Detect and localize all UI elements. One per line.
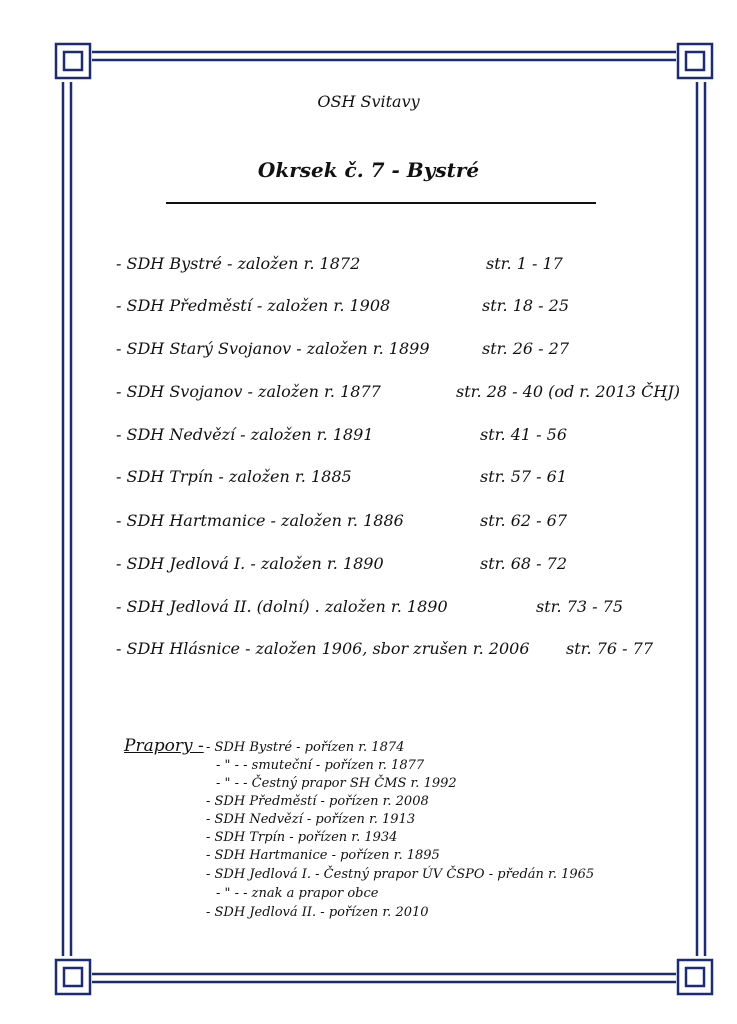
unit-pages: str. 26 - 27 (482, 339, 569, 358)
prapory-line: - SDH Bystré - pořízen r. 1874 (206, 740, 405, 755)
list-item (0, 296, 737, 320)
list-item (0, 467, 737, 491)
prapory-heading: Prapory - (124, 736, 204, 756)
unit-name: - SDH Svojanov - založen r. 1877 (116, 382, 381, 401)
list-item (0, 382, 737, 406)
prapory-line: - SDH Nedvězí - pořízen r. 1913 (206, 812, 416, 827)
unit-name: - SDH Starý Svojanov - založen r. 1899 (116, 339, 430, 358)
unit-name: - SDH Trpín - založen r. 1885 (116, 467, 352, 486)
unit-pages: str. 28 - 40 (od r. 2013 ČHJ) (456, 382, 681, 401)
list-item (0, 339, 737, 363)
unit-name: - SDH Hartmanice - založen r. 1886 (116, 511, 404, 530)
list-item (0, 639, 737, 663)
unit-name: - SDH Nedvězí - založen r. 1891 (116, 425, 374, 444)
unit-pages: str. 62 - 67 (480, 511, 567, 530)
unit-pages: str. 68 - 72 (480, 554, 567, 573)
unit-pages: str. 41 - 56 (480, 425, 567, 444)
unit-pages: str. 1 - 17 (486, 254, 563, 273)
prapory-line: - SDH Předměstí - pořízen r. 2008 (206, 794, 429, 809)
unit-name: - SDH Hlásnice - založen 1906, sbor zrušen r. 2006 (116, 639, 530, 658)
unit-pages: str. 73 - 75 (536, 597, 623, 616)
unit-name: - SDH Jedlová I. - založen r. 1890 (116, 554, 384, 573)
unit-name: - SDH Bystré - založen r. 1872 (116, 254, 361, 273)
prapory-line: - SDH Jedlová II. - pořízen r. 2010 (206, 905, 429, 920)
prapory-line: - SDH Hartmanice - pořízen r. 1895 (206, 848, 440, 863)
list-item (0, 254, 737, 278)
unit-pages: str. 57 - 61 (480, 467, 567, 486)
list-item (0, 554, 737, 578)
unit-name: - SDH Jedlová II. (dolní) . založen r. 1890 (116, 597, 448, 616)
prapory-line: - " - - znak a prapor obce (216, 886, 379, 901)
list-item (0, 597, 737, 621)
prapory-line: - SDH Jedlová I. - Čestný prapor ÚV ČSPO - předán r. 1965 (206, 867, 595, 882)
district-title: Okrsek č. 7 - Bystré (257, 158, 480, 182)
unit-name: - SDH Předměstí - založen r. 1908 (116, 296, 391, 315)
unit-pages: str. 18 - 25 (482, 296, 569, 315)
prapory-line: - " - - smuteční - pořízen r. 1877 (216, 758, 425, 773)
prapory-line: - SDH Trpín - pořízen r. 1934 (206, 830, 398, 845)
list-item (0, 425, 737, 449)
unit-pages: str. 76 - 77 (566, 639, 653, 658)
organization-title: OSH Svitavy (317, 92, 420, 111)
list-item (0, 511, 737, 535)
prapory-line: - " - - Čestný prapor SH ČMS r. 1992 (216, 776, 457, 791)
